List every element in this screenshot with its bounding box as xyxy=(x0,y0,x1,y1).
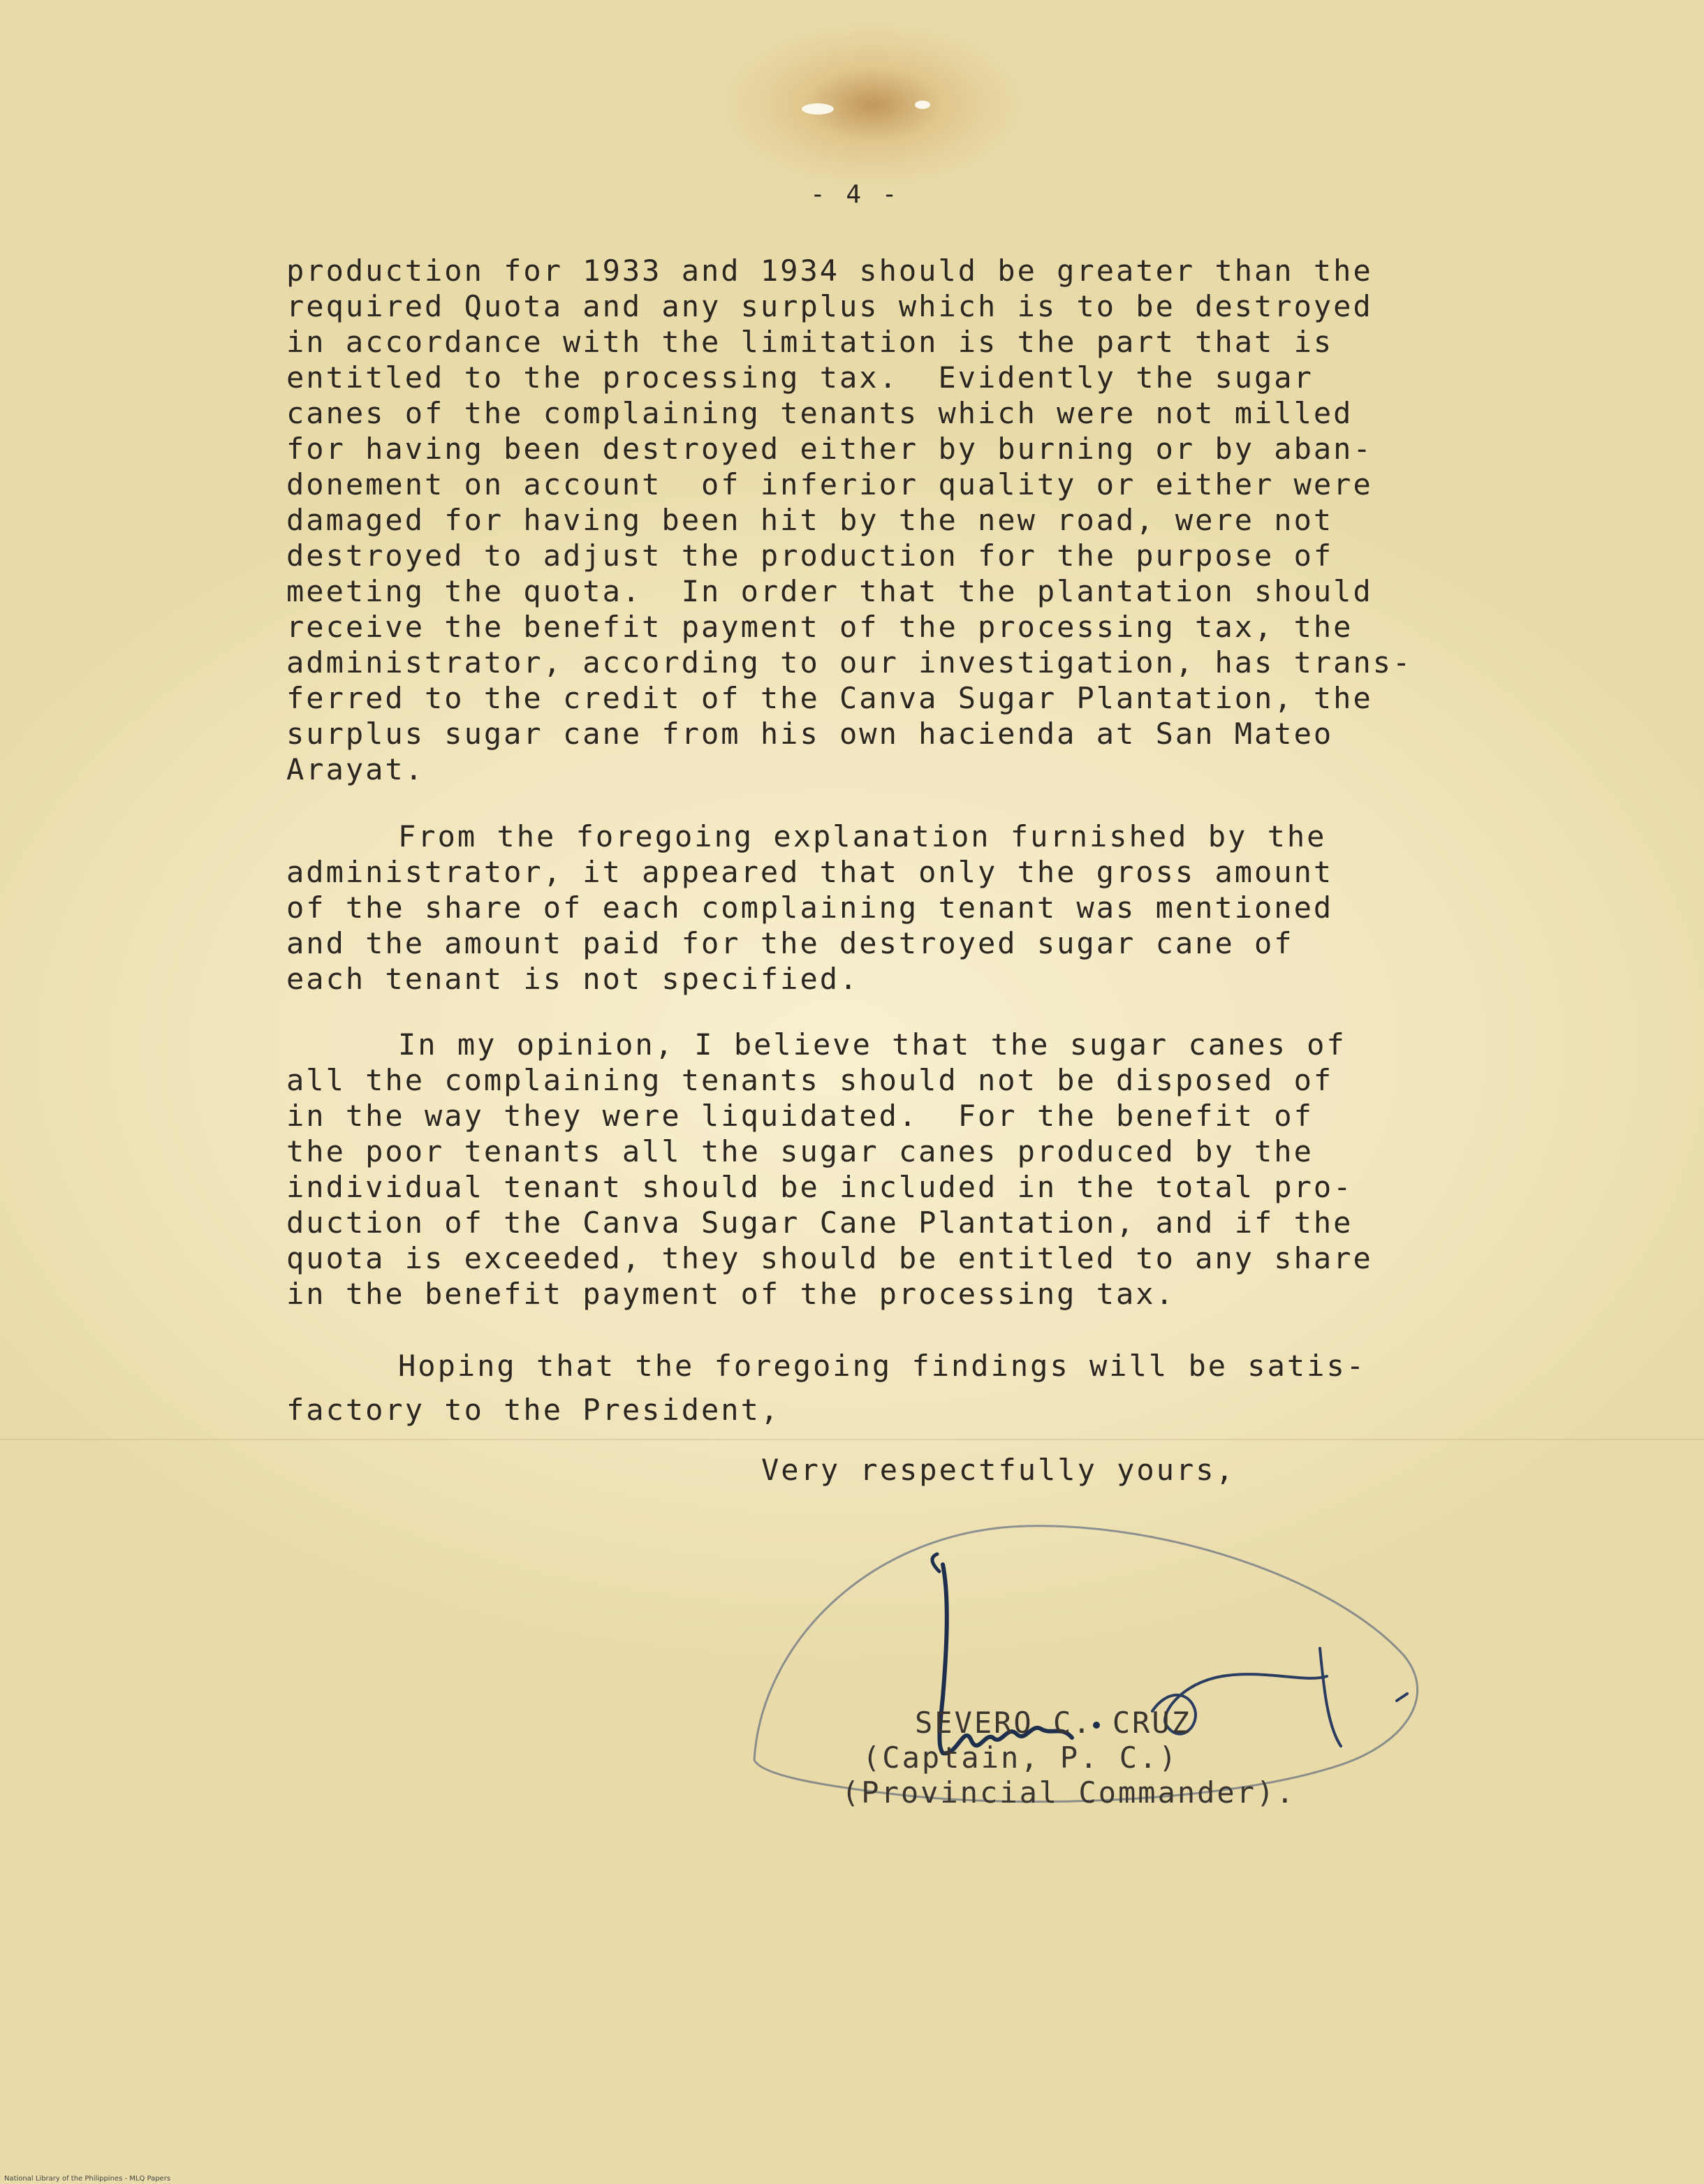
signatory-title: (Provincial Commander). xyxy=(842,1775,1296,1810)
text-line: in the benefit payment of the processing tax. xyxy=(286,1277,1175,1311)
signatory-name: SEVERO C. CRUZ xyxy=(915,1706,1192,1740)
text-line: each tenant is not specified. xyxy=(286,962,860,996)
signature-block xyxy=(842,1706,1296,1810)
paragraph-4 xyxy=(286,1348,1529,1428)
archive-label: National Library of the Philippines - MLQ Papers xyxy=(4,2175,171,2183)
text-line: receive the benefit payment of the processing tax, the xyxy=(286,610,1353,644)
text-line: the poor tenants all the sugar canes produced by the xyxy=(286,1134,1314,1168)
text-line: ferred to the credit of the Canva Sugar Plantation, the xyxy=(286,681,1373,715)
text-line: entitled to the processing tax. Evidently the sugar xyxy=(286,360,1314,395)
text-line: Hoping that the foregoing findings will be satis- xyxy=(398,1349,1367,1383)
text-line: From the foregoing explanation furnished by the xyxy=(398,819,1327,853)
text-line: canes of the complaining tenants which were not milled xyxy=(286,396,1353,430)
page-number: - 4 - xyxy=(810,180,900,209)
signatory-rank: (Captain, P. C.) xyxy=(862,1740,1179,1775)
paragraph-1 xyxy=(286,253,1529,787)
fold-line xyxy=(0,1439,1704,1440)
text-line: for having been destroyed either by burning or by aban- xyxy=(286,432,1373,466)
text-line: destroyed to adjust the production for the purpose of xyxy=(286,538,1334,573)
text-line: all the complaining tenants should not be disposed of xyxy=(286,1063,1334,1097)
paragraph-2 xyxy=(286,819,1529,997)
text-line: In my opinion, I believe that the sugar canes of xyxy=(398,1027,1346,1062)
burn-hole-right xyxy=(915,101,930,109)
text-line: surplus sugar cane from his own hacienda at San Mateo xyxy=(286,717,1334,751)
text-line: damaged for having been hit by the new road, were not xyxy=(286,503,1334,537)
text-line: duction of the Canva Sugar Cane Plantation, and if the xyxy=(286,1205,1353,1240)
text-line: in the way they were liquidated. For the benefit of xyxy=(286,1099,1314,1133)
text-line: of the share of each complaining tenant was mentioned xyxy=(286,891,1334,925)
text-line: administrator, according to our investigation, has trans- xyxy=(286,645,1413,680)
text-line: production for 1933 and 1934 should be greater than the xyxy=(286,254,1373,288)
text-line: factory to the President, xyxy=(286,1393,781,1427)
text-line: donement on account of inferior quality or either were xyxy=(286,467,1373,501)
text-line: and the amount paid for the destroyed sugar cane of xyxy=(286,926,1294,960)
text-line: quota is exceeded, they should be entitled to any share xyxy=(286,1241,1373,1275)
closing-salutation: Very respectfully yours, xyxy=(761,1453,1235,1487)
text-line: administrator, it appeared that only the gross amount xyxy=(286,855,1334,889)
text-line: in accordance with the limitation is the part that is xyxy=(286,325,1334,359)
paragraph-3 xyxy=(286,1027,1529,1312)
text-line: required Quota and any surplus which is to be destroyed xyxy=(286,289,1373,323)
burn-hole-left xyxy=(802,103,834,115)
text-line: Arayat. xyxy=(286,752,425,786)
text-line: individual tenant should be included in the total pro- xyxy=(286,1170,1353,1204)
text-line: meeting the quota. In order that the plantation should xyxy=(286,574,1373,608)
